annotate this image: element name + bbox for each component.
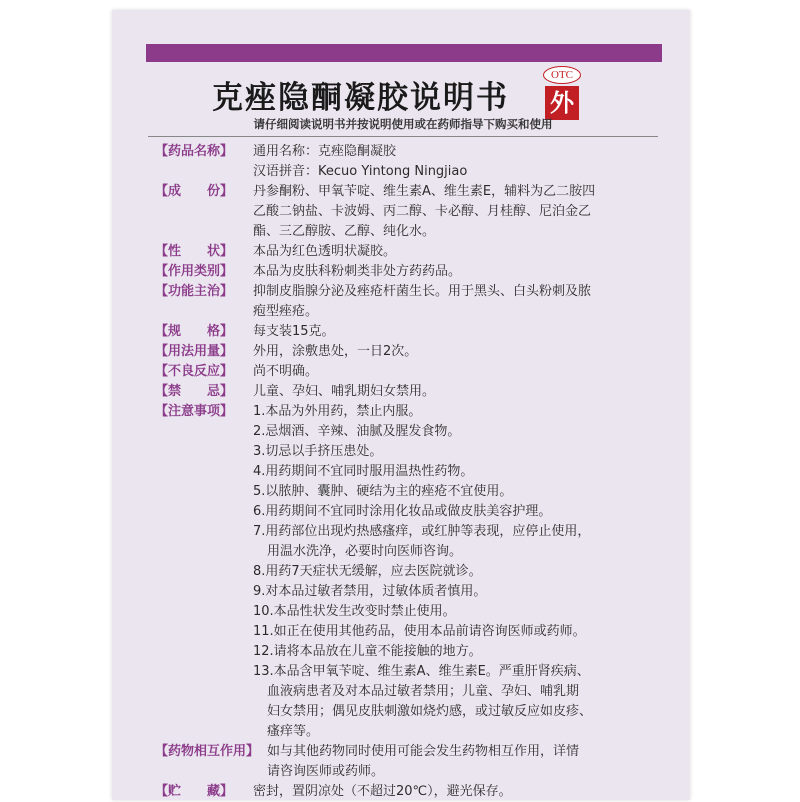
text-line: 6.用药期间不宜同时涂用化妆品或做皮肤美容护理。 [253, 504, 552, 519]
section-contraindications-value [253, 382, 665, 402]
section-adverse-reactions-value [253, 362, 665, 382]
text-line: 本品为红色透明状凝胶。 [253, 244, 397, 259]
list-item [253, 422, 665, 442]
section-appearance-value [253, 242, 665, 262]
text-line: 瘙痒等。 [267, 724, 320, 739]
text-line: 酯、三乙醇胺、乙醇、纯化水。 [253, 224, 436, 239]
text-line: 汉语拼音：Kecuo Yintong Ningjiao [253, 164, 468, 179]
text-line: 妇女禁用；偶见皮肤刺激如烧灼感，或过敏反应如皮疹、 [267, 704, 593, 719]
list-item [253, 502, 665, 522]
section-indications-value [253, 282, 665, 322]
section-drug-name-value [253, 142, 665, 182]
header-divider [148, 136, 658, 137]
text-line: 丹参酮粉、甲氧苄啶、维生素A、维生素E，辅料为乙二胺四 [253, 184, 596, 199]
list-item [253, 462, 665, 482]
section-category-value [253, 262, 665, 282]
document-title: 克痤隐酮凝胶说明书 [212, 80, 509, 116]
text-line: 每支装15克。 [253, 324, 335, 339]
text-line: 2.忌烟酒、辛辣、油腻及腥发食物。 [253, 424, 461, 439]
text-line: 儿童、孕妇、哺乳期妇女禁用。 [253, 384, 436, 399]
list-item [253, 442, 665, 462]
list-item [253, 602, 665, 622]
section-category [155, 262, 675, 282]
text-line: 10.本品性状发生改变时禁止使用。 [253, 604, 456, 619]
section-drug-name-label: 【药品名称】 [155, 144, 234, 159]
section-dosage-value [253, 342, 665, 362]
section-specification [155, 322, 675, 342]
text-line: 8.用药7天症状无缓解，应去医院就诊。 [253, 564, 482, 579]
section-storage [155, 782, 675, 802]
list-item [253, 642, 665, 662]
precautions-list [253, 402, 665, 742]
text-line: 请咨询医师或药师。 [267, 764, 385, 779]
section-dosage [155, 342, 675, 362]
usage-instruction: 请仔细阅读说明书并按说明使用或在药师指导下购买和使用 [253, 117, 553, 131]
text-line: 如与其他药物同时使用可能会发生药物相互作用，详情 [267, 744, 580, 759]
section-ingredients [155, 182, 675, 242]
list-item [253, 522, 665, 562]
external-use-mark: 外 [545, 86, 579, 120]
section-adverse-reactions [155, 362, 675, 382]
text-line: 疱型痤疮。 [253, 304, 319, 319]
section-specification-value [253, 322, 665, 342]
section-adverse-reactions-label: 【不良反应】 [155, 364, 234, 379]
section-interactions-value [267, 742, 667, 782]
text-line: 9.对本品过敏者禁用，过敏体质者慎用。 [253, 584, 487, 599]
section-precautions [155, 402, 675, 742]
text-line: 1.本品为外用药，禁止内服。 [253, 404, 422, 419]
text-line: 7.用药部位出现灼热感瘙痒，或红肿等表现，应停止使用， [253, 524, 591, 539]
list-item [253, 622, 665, 642]
otc-badge [543, 66, 581, 122]
section-interactions [155, 742, 675, 782]
section-category-label: 【作用类别】 [155, 264, 234, 279]
section-storage-value [253, 782, 665, 802]
section-appearance [155, 242, 675, 262]
section-indications [155, 282, 675, 322]
list-item [253, 582, 665, 602]
text-line: 血液病患者及对本品过敏者禁用；儿童、孕妇、哺乳期 [267, 684, 580, 699]
text-line: 外用，涂敷患处，一日2次。 [253, 344, 418, 359]
text-line: 抑制皮脂腺分泌及痤疮杆菌生长。用于黑头、白头粉刺及脓 [253, 284, 592, 299]
text-line: 12.请将本品放在儿童不能接触的地方。 [253, 644, 482, 659]
text-line: 5.以脓肿、囊肿、硬结为主的痤疮不宜使用。 [253, 484, 513, 499]
text-line: 本品为皮肤科粉刺类非处方药药品。 [253, 264, 462, 279]
text-line: 3.切忌以手挤压患处。 [253, 444, 383, 459]
section-appearance-label: 【性 状】 [155, 244, 234, 259]
text-line: 尚不明确。 [253, 364, 319, 379]
header-color-bar [146, 44, 662, 62]
section-ingredients-value [253, 182, 665, 242]
section-drug-name [155, 142, 675, 182]
section-storage-label: 【贮 藏】 [155, 784, 234, 799]
section-indications-label: 【功能主治】 [155, 284, 234, 299]
text-line: 13.本品含甲氧苄啶、维生素A、维生素E。严重肝肾疾病、 [253, 664, 590, 679]
list-item [253, 482, 665, 502]
section-ingredients-label: 【成 份】 [155, 184, 234, 199]
text-line: 乙酸二钠盐、卡波姆、丙二醇、卡必醇、月桂醇、尼泊金乙 [253, 204, 592, 219]
text-line: 11.如正在使用其他药品，使用本品前请咨询医师或药师。 [253, 624, 586, 639]
list-item [253, 662, 665, 742]
section-dosage-label: 【用法用量】 [155, 344, 234, 359]
section-contraindications [155, 382, 675, 402]
section-contraindications-label: 【禁 忌】 [155, 384, 234, 399]
text-line: 通用名称：克痤隐酮凝胶 [253, 144, 397, 159]
text-line: 4.用药期间不宜同时服用温热性药物。 [253, 464, 474, 479]
text-line: 用温水洗净，必要时向医师咨询。 [267, 544, 463, 559]
leaflet-content [155, 142, 675, 802]
section-interactions-label: 【药物相互作用】 [155, 744, 260, 759]
list-item [253, 562, 665, 582]
text-line: 密封，置阴凉处（不超过20℃），避光保存。 [253, 784, 512, 799]
otc-oval-label: OTC [543, 66, 581, 84]
section-precautions-label: 【注意事项】 [155, 404, 234, 419]
list-item [253, 402, 665, 422]
section-specification-label: 【规 格】 [155, 324, 234, 339]
